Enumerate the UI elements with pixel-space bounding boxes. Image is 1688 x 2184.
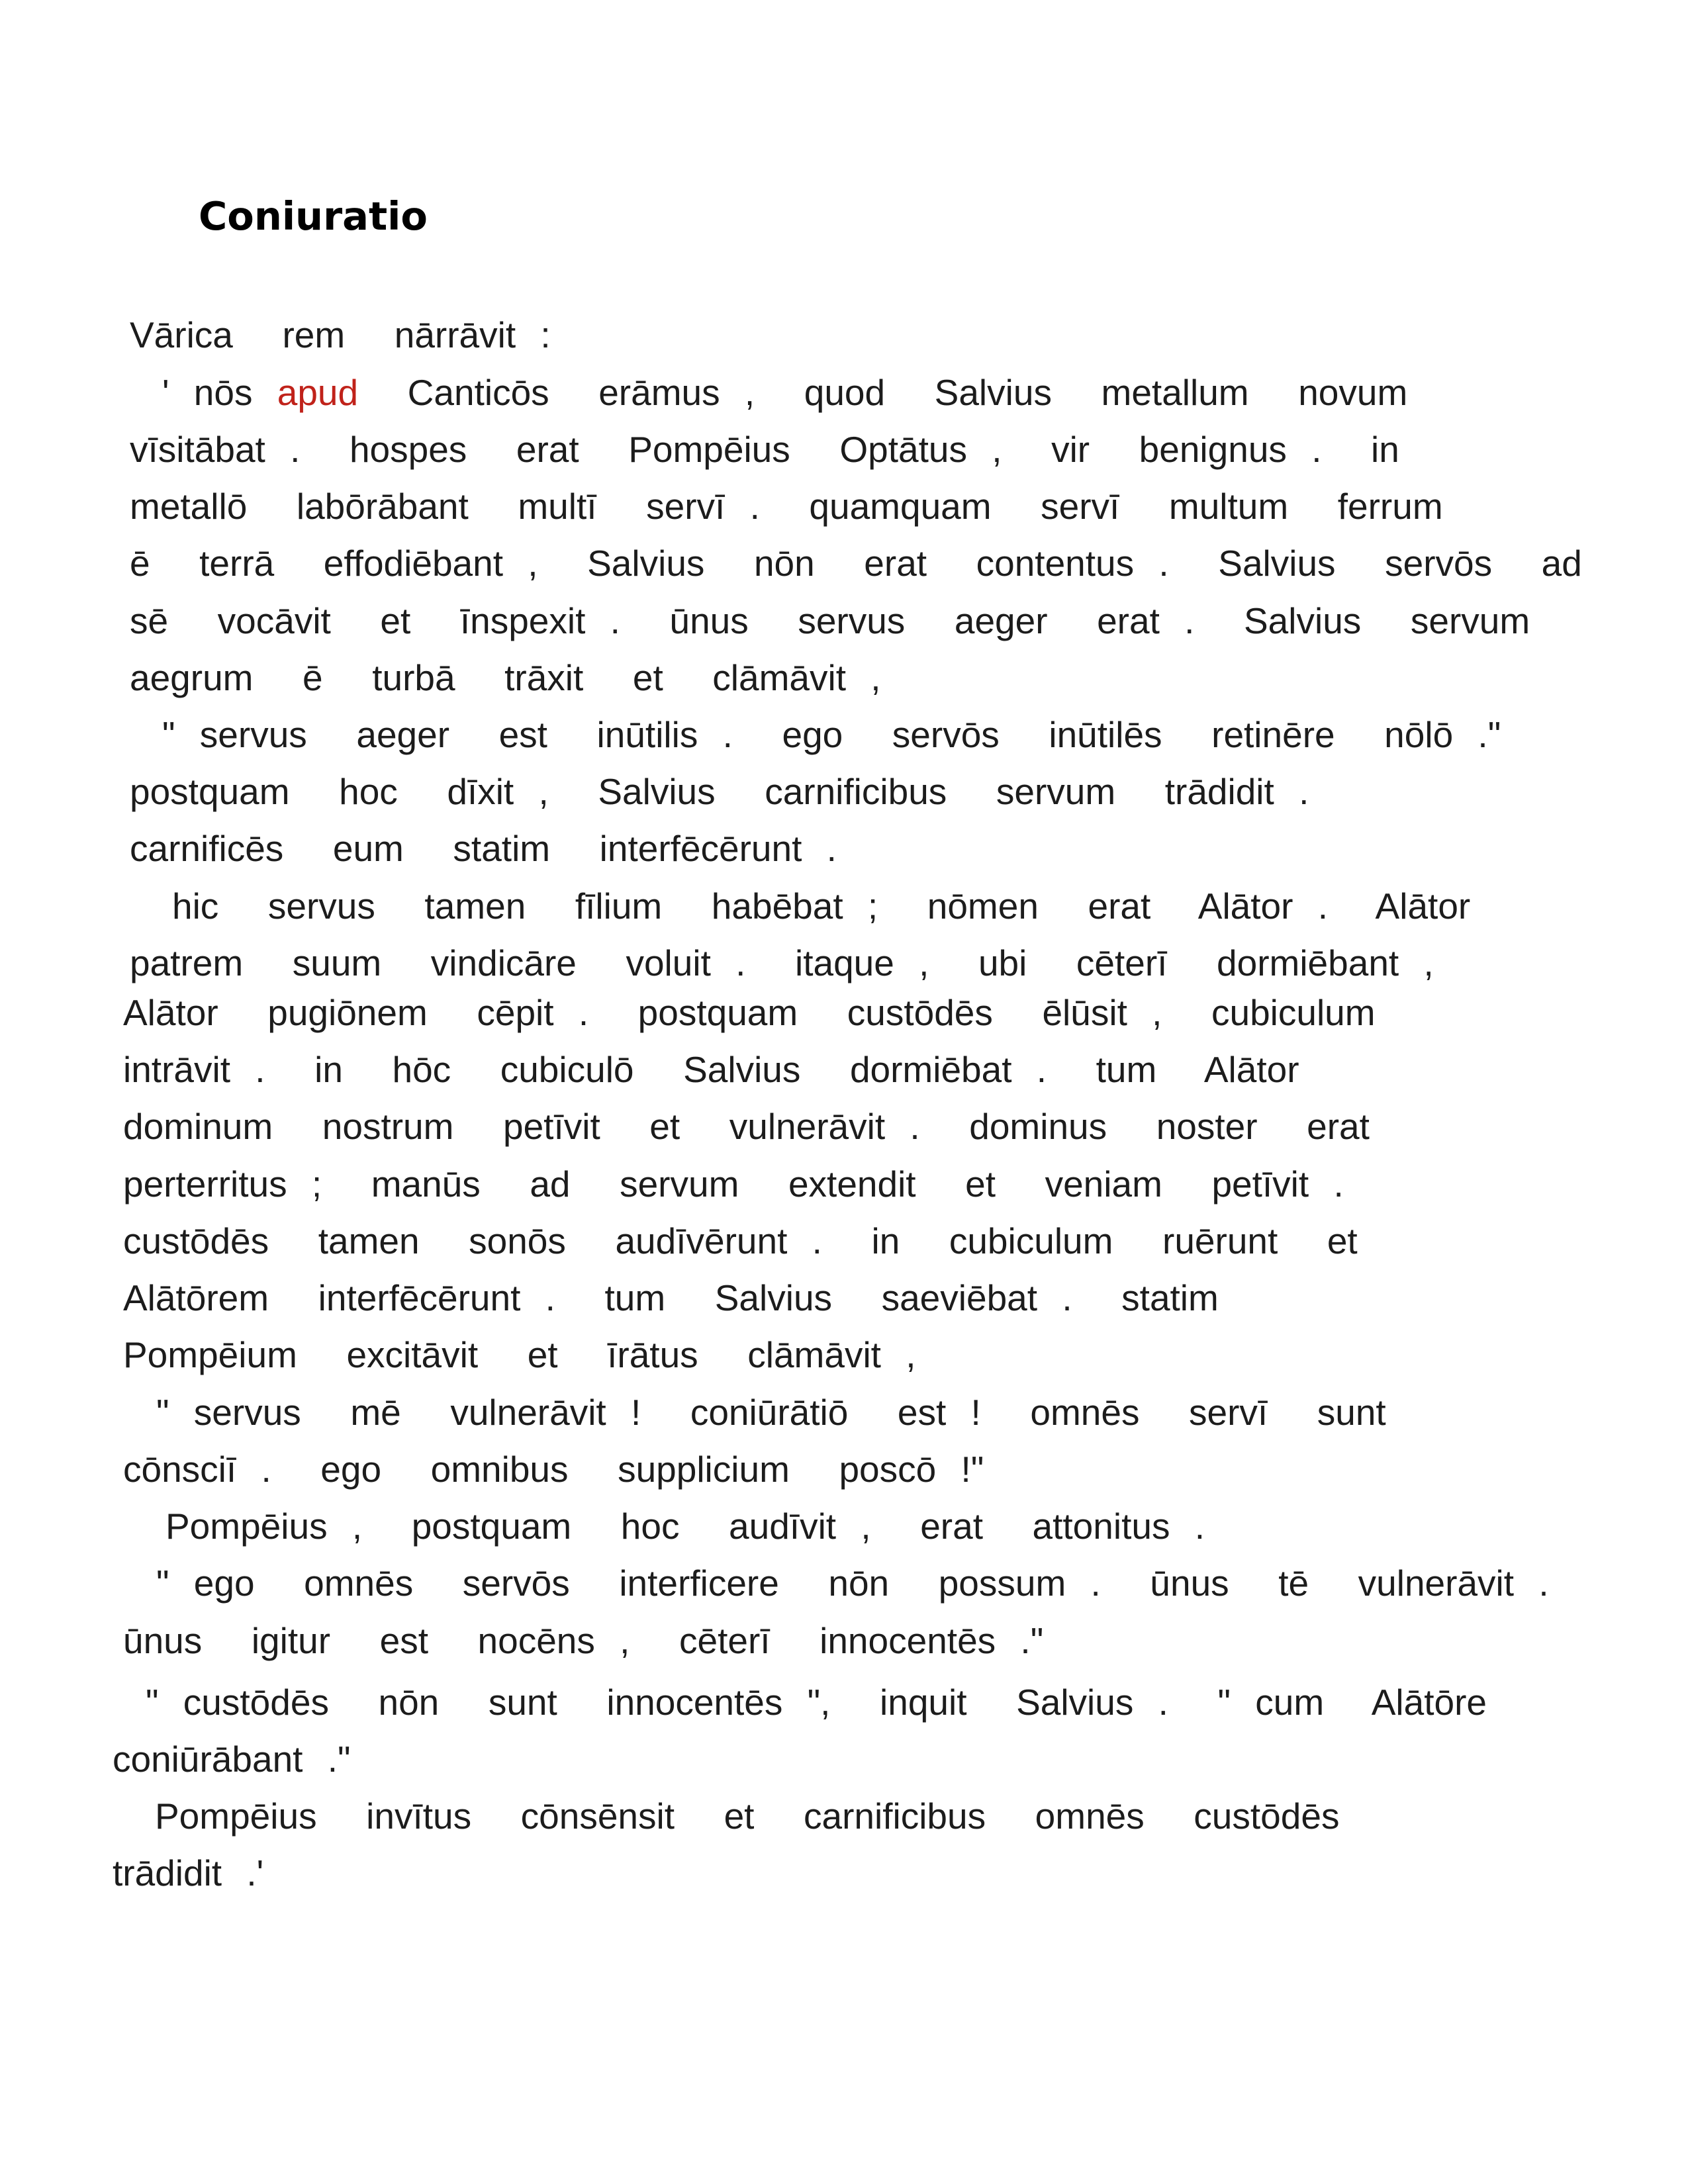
document-title: Coniuratio <box>199 193 428 239</box>
text-line-6: sē vocāvit et īnspexit . ūnus servus aeger erat . Salvius servum <box>130 600 1530 641</box>
text-line-19: Pompēium excitāvit et īrātus clāmāvit , <box>123 1334 916 1375</box>
text-line-2 <box>162 371 1407 414</box>
text-line-8: " servus aeger est inūtilis . ego servōs inūtilēs retinēre nōlō ." <box>162 714 1501 755</box>
text-line-20: " servus mē vulnerāvit ! coniūrātiō est ! omnēs servī sunt <box>156 1392 1386 1433</box>
text-line-16: perterritus ; manūs ad servum extendit et veniam petīvit . <box>123 1163 1344 1205</box>
text-line-2-rest: Canticōs erāmus , quod Salvius metallum novum <box>358 372 1408 413</box>
text-line-27: Pompēius invītus cōnsēnsit et carnificibus omnēs custōdēs <box>155 1796 1340 1837</box>
text-line-10: carnificēs eum statim interfēcērunt . <box>130 828 837 869</box>
text-line-2-start: ' nōs <box>162 372 277 413</box>
text-line-21: cōnsciī . ego omnibus supplicium poscō !" <box>123 1449 984 1490</box>
text-line-15: dominum nostrum petīvit et vulnerāvit . dominus noster erat <box>123 1106 1370 1147</box>
text-line-12: patrem suum vindicāre voluit . itaque , ubi cēterī dormiēbant , <box>130 942 1434 983</box>
text-line-24: ūnus igitur est nocēns , cēterī innocentēs ." <box>123 1620 1044 1661</box>
text-line-11: hic servus tamen fīlium habēbat ; nōmen erat Alātor . Alātor <box>172 886 1471 927</box>
text-line-5: ē terrā effodiēbant , Salvius nōn erat contentus . Salvius servōs ad <box>130 543 1582 584</box>
text-line-4: metallō labōrābant multī servī . quamquam servī multum ferrum <box>130 486 1443 527</box>
text-line-1: Vārica rem nārrāvit : <box>130 314 551 355</box>
text-line-14: intrāvit . in hōc cubiculō Salvius dormiēbat . tum Alātor <box>123 1049 1299 1090</box>
text-line-9: postquam hoc dīxit , Salvius carnificibus servum trādidit . <box>130 771 1309 812</box>
text-line-13: Alātor pugiōnem cēpit . postquam custōdēs ēlūsit , cubiculum <box>123 992 1376 1033</box>
highlighted-word: apud <box>277 372 359 413</box>
text-line-25: " custōdēs nōn sunt innocentēs ", inquit Salvius . " cum Alātōre <box>146 1682 1487 1723</box>
text-line-17: custōdēs tamen sonōs audīvērunt . in cubiculum ruērunt et <box>123 1220 1358 1261</box>
text-line-26: coniūrābant ." <box>113 1739 351 1780</box>
text-line-3: vīsitābat . hospes erat Pompēius Optātus , vir benignus . in <box>130 429 1399 470</box>
text-line-28: trādidit .' <box>113 1852 264 1893</box>
text-line-7: aegrum ē turbā trāxit et clāmāvit , <box>130 657 881 698</box>
text-line-23: " ego omnēs servōs interficere nōn possum . ūnus tē vulnerāvit . <box>156 1563 1549 1604</box>
text-line-22: Pompēius , postquam hoc audīvit , erat attonitus . <box>165 1506 1205 1547</box>
text-line-18: Alātōrem interfēcērunt . tum Salvius saeviēbat . statim <box>123 1277 1219 1318</box>
